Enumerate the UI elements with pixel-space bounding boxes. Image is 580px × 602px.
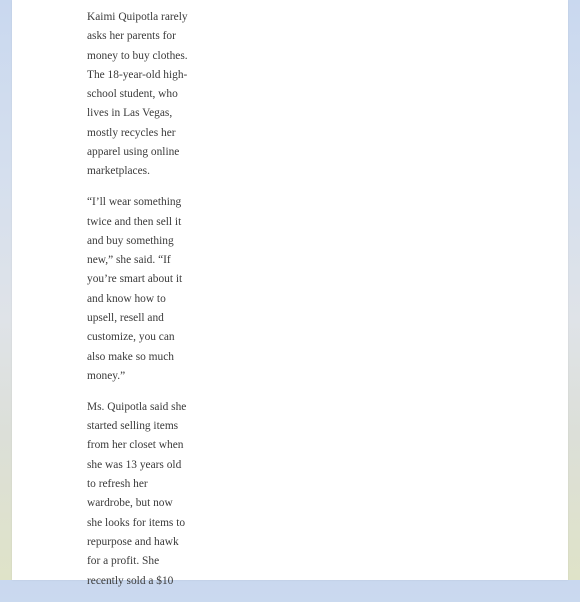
article-page [12,0,568,587]
text-line: mostly recycles her [87,126,176,139]
text-line: she looks for items to [87,516,186,529]
text-line: new,” she said. “If [87,254,171,267]
text-line: The 18-year-old high- [87,68,188,81]
text-line: you’re smart about it [87,273,183,286]
text-line: school student, who [87,88,178,101]
text-line: recently sold a $10 [87,574,174,587]
text-line: apparel using online [87,146,180,159]
text-line: started selling items [87,420,179,433]
text-line: asks her parents for [87,30,176,43]
paragraph-3 [87,398,192,591]
text-line: she was 13 years old [87,458,182,471]
text-line: twice and then sell it [87,215,182,228]
text-line: customize, you can [87,331,175,344]
text-line: Kaimi Quipotla rarely [87,11,188,23]
text-line: and buy something [87,234,174,247]
text-line: marketplaces. [87,165,150,178]
text-line: “I’ll wear something [87,196,182,209]
text-line: lives in Las Vegas, [87,107,173,120]
text-line: money to buy clothes. [87,49,188,62]
paragraph-1 [87,8,192,182]
text-line: repurpose and hawk [87,535,179,548]
text-line: to refresh her [87,478,148,491]
text-line: wardrobe, but now [87,497,173,510]
article-body [87,8,192,602]
text-line: Ms. Quipotla said she [87,400,187,413]
text-line: for a profit. She [87,555,160,568]
text-line: upsell, resell and [87,312,164,325]
text-line: from her closet when [87,439,184,452]
text-line: and know how to [87,292,166,305]
text-line: money.” [87,369,126,382]
text-line: also make so much [87,350,174,363]
paragraph-2 [87,193,192,386]
